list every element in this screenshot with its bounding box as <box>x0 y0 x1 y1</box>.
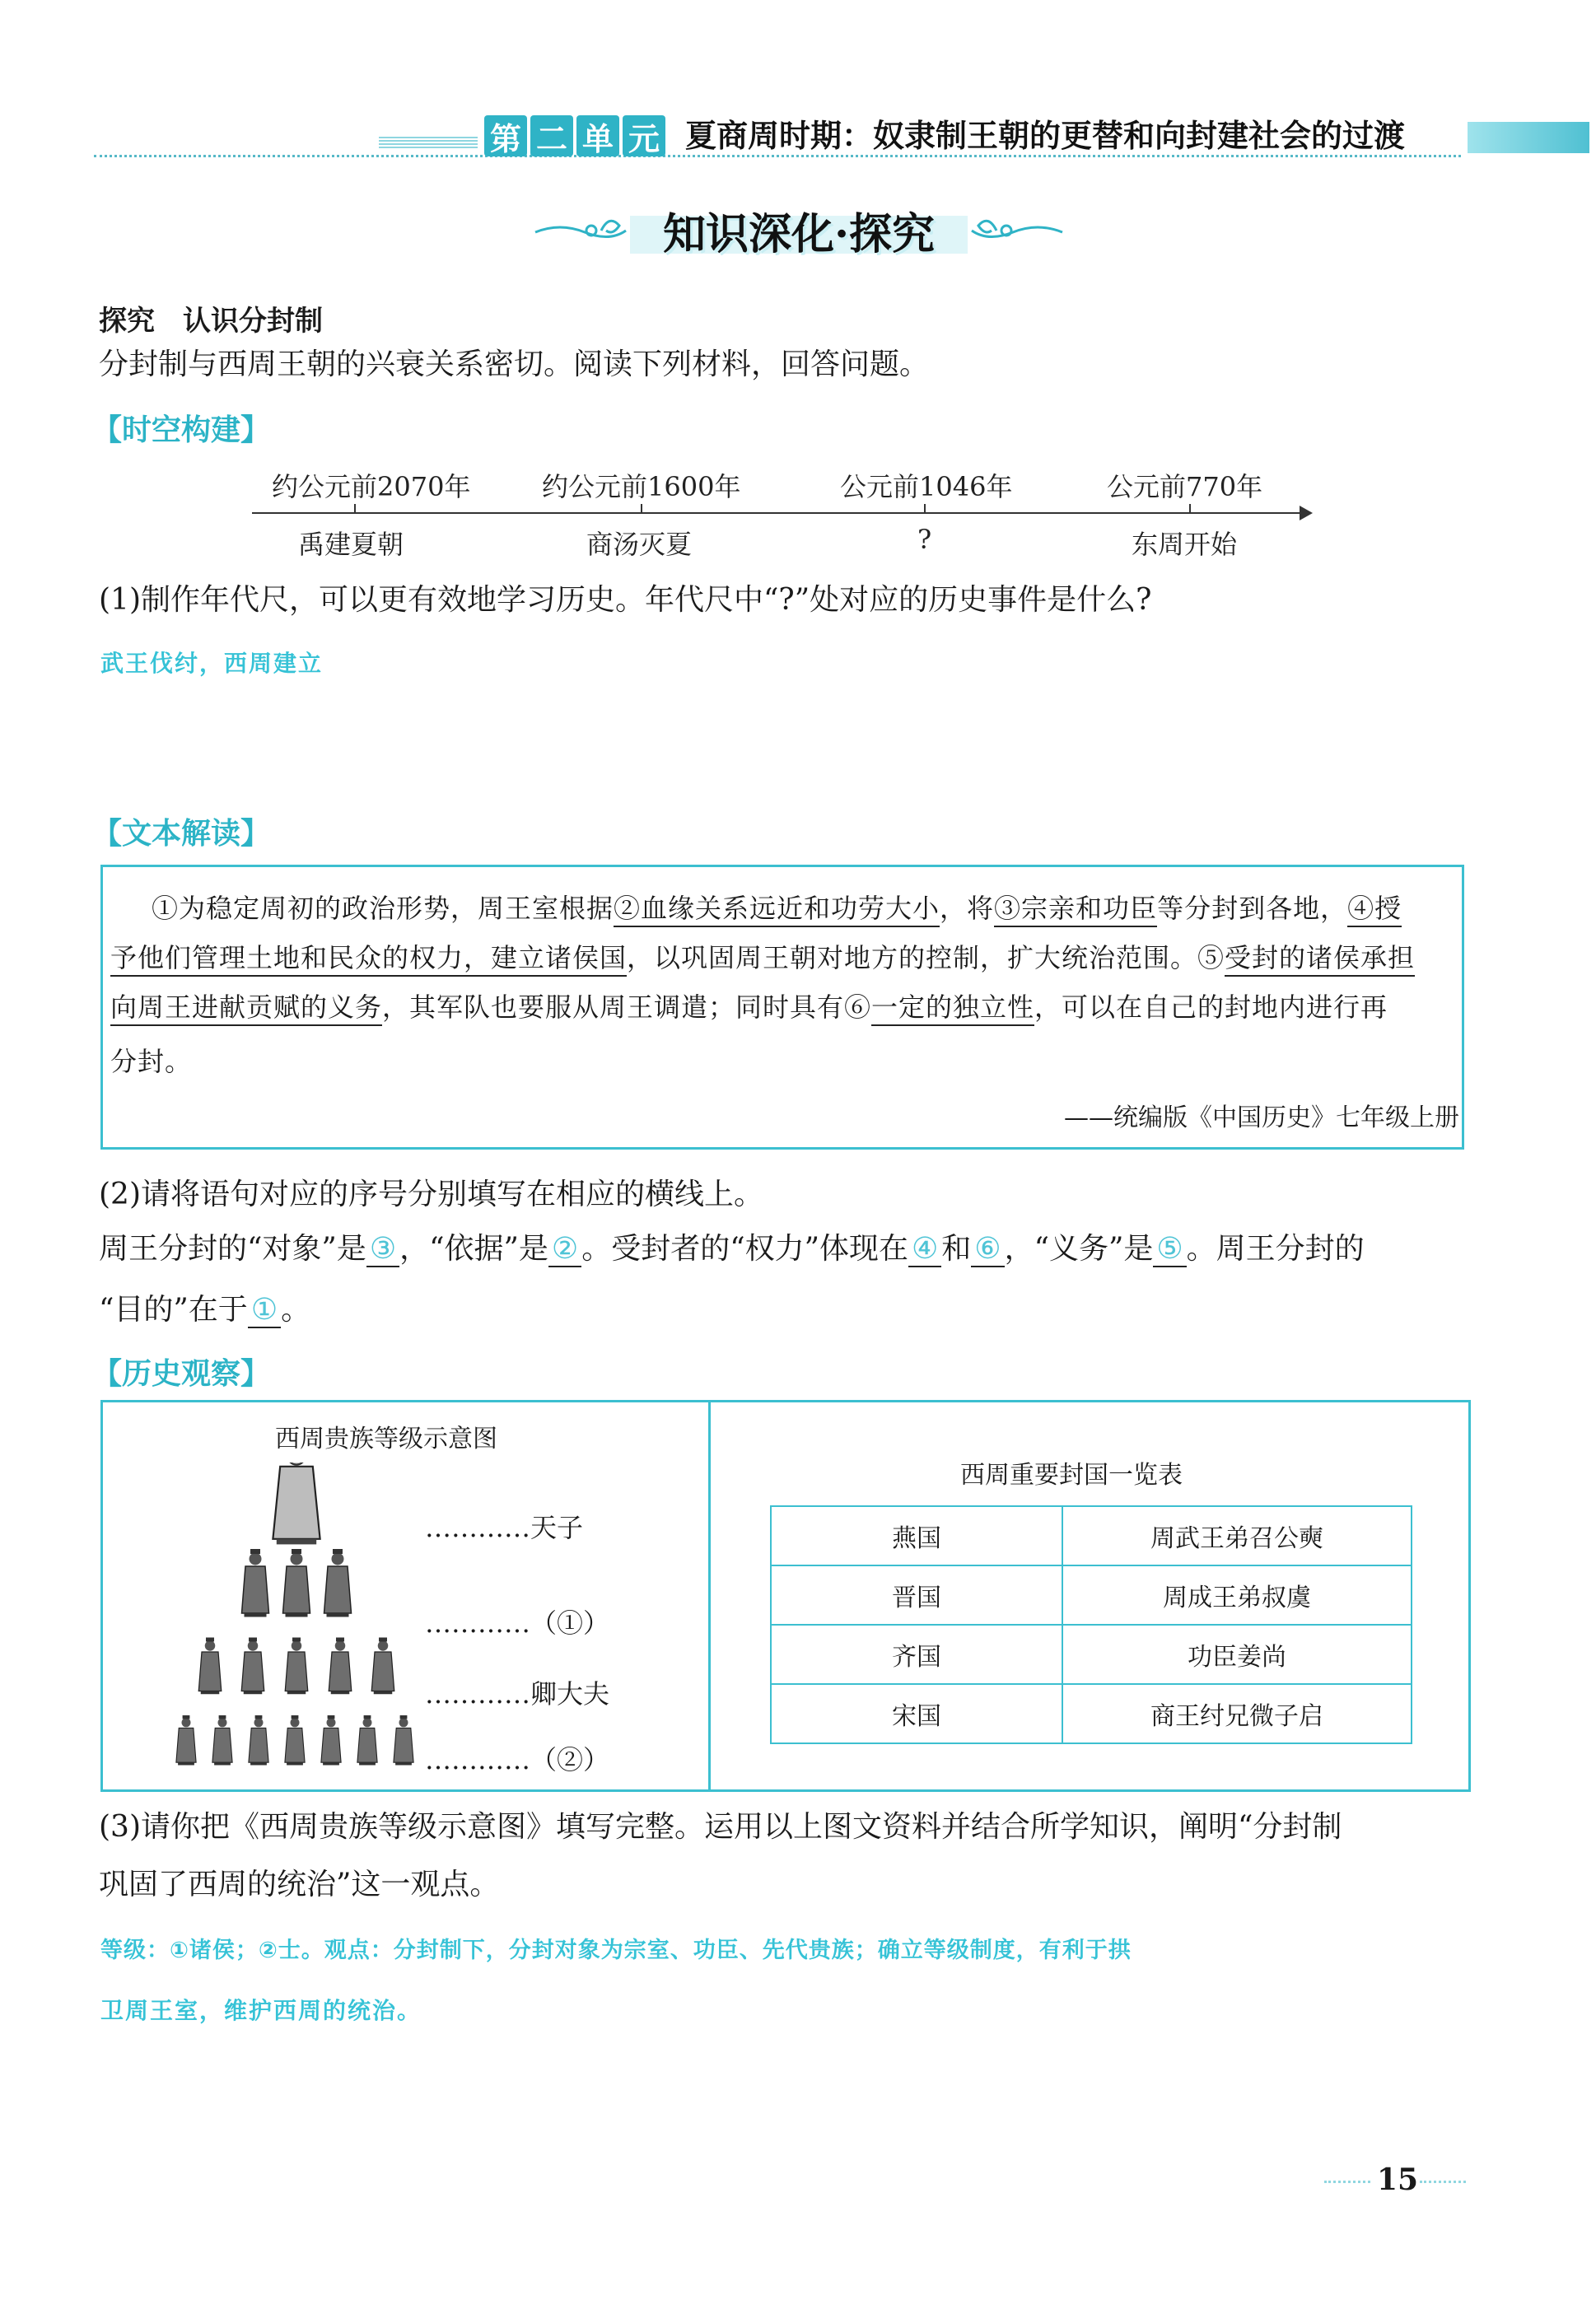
quote-text: ，以巩固周王朝对地方的控制，扩大统治范围。⑤ <box>627 942 1225 973</box>
fill-text: ，“依据”是 <box>399 1232 548 1266</box>
inquiry-label: 探究 <box>99 305 155 338</box>
unit-char: 第 <box>484 115 527 156</box>
timeline-date: 公元前770年 <box>1107 471 1263 502</box>
answer-1: 武王伐纣，西周建立 <box>100 650 324 677</box>
question-2-fill-line <box>99 1291 310 1329</box>
fill-text: ，“义务”是 <box>1004 1232 1154 1266</box>
table-row <box>771 1506 1412 1565</box>
table-cell: 燕国 <box>771 1506 1062 1565</box>
page-number: 15 <box>1377 2162 1419 2197</box>
question-1: (1)制作年代尺，可以更有效地学习历史。年代尺中“?”处对应的历史事件是什么? <box>99 583 1152 617</box>
quote-underlined: ③宗亲和功臣 <box>994 893 1157 927</box>
fill-text: 。受封者的“权力”体现在 <box>581 1232 908 1266</box>
fill-answer[interactable]: ⑥ <box>971 1232 1004 1267</box>
timeline-date: 公元前1046年 <box>840 471 1013 502</box>
table-cell: 周成王弟叔虞 <box>1062 1565 1412 1625</box>
tag-text: 【文本解读】 <box>92 817 271 851</box>
inquiry-title: 认识分封制 <box>183 305 323 338</box>
fill-text: 。周王分封的 <box>1186 1232 1365 1266</box>
fill-answer[interactable]: ① <box>248 1293 281 1328</box>
quote-source: ——统编版《中国历史》七年级上册 <box>1064 1103 1459 1132</box>
quote-text: ，其军队也要服从周王调遣；同时具有⑥ <box>382 991 872 1023</box>
quote-underlined: 受封的诸侯承担 <box>1225 942 1415 977</box>
rank-label: …………天子 <box>425 1512 584 1543</box>
table-cell: 宋国 <box>771 1684 1062 1743</box>
timeline-arrow-icon <box>1300 506 1313 520</box>
figure-divider <box>708 1400 711 1792</box>
page-number-decoration <box>1420 2181 1466 2183</box>
header-decoration-lines <box>379 137 478 150</box>
rank-label: …………（②） <box>425 1744 610 1775</box>
unit-char: 单 <box>576 115 619 156</box>
quote-line <box>152 888 1402 926</box>
nobility-pyramid-icon <box>165 1463 428 1784</box>
pyramid-title: 西周贵族等级示意图 <box>275 1425 497 1453</box>
quote-text: ，将 <box>940 893 995 924</box>
quote-text: 等分封到各地， <box>1157 893 1348 924</box>
table-cell: 周武王弟召公奭 <box>1062 1506 1412 1565</box>
inquiry-intro: 分封制与西周王朝的兴衰关系密切。阅读下列材料，回答问题。 <box>99 348 930 381</box>
fill-answer[interactable]: ② <box>548 1232 581 1267</box>
question-2-fill-line <box>99 1230 1365 1268</box>
timeline-tick <box>924 504 926 512</box>
timeline-date: 约公元前2070年 <box>272 471 471 502</box>
timeline-tick <box>1189 504 1191 512</box>
quote-line <box>110 937 1415 975</box>
unit-label <box>484 115 665 156</box>
question-2: (2)请将语句对应的序号分别填写在相应的横线上。 <box>99 1178 763 1211</box>
fill-answer[interactable]: ⑤ <box>1153 1232 1186 1267</box>
quote-underlined: ②血缘关系远近和功劳大小 <box>614 893 940 927</box>
timeline-event: 东周开始 <box>1132 529 1238 560</box>
answer-3-line: 等级：①诸侯；②士。观点：分封制下，分封对象为宗室、功臣、先代贵族；确立等级制度，有利于拱 <box>100 1938 1132 1963</box>
quote-underlined: ④授 <box>1347 893 1402 927</box>
table-row <box>771 1625 1412 1684</box>
table-title: 西周重要封国一览表 <box>960 1461 1183 1490</box>
timeline-event: ? <box>917 524 932 555</box>
tag-observe: 【历史观察】 <box>92 1357 271 1391</box>
unit-char: 二 <box>530 115 573 156</box>
fill-answer[interactable]: ③ <box>366 1232 399 1267</box>
fill-text: 周王分封的“对象”是 <box>99 1232 366 1266</box>
table-row <box>771 1684 1412 1743</box>
rank-label: …………卿大夫 <box>425 1678 610 1710</box>
quote-line <box>110 987 1388 1024</box>
table-cell: 商王纣兄微子启 <box>1062 1684 1412 1743</box>
fief-table <box>770 1505 1412 1744</box>
quote-underlined: 一定的独立性 <box>871 991 1034 1026</box>
table-row <box>771 1565 1412 1625</box>
fill-text: 。 <box>281 1293 311 1327</box>
quote-underlined: 予他们管理土地和民众的权力，建立诸侯国 <box>110 942 627 977</box>
header-accent-bar <box>1468 122 1589 153</box>
inquiry-heading <box>99 298 323 338</box>
page-number-decoration <box>1324 2181 1370 2183</box>
quote-text: ，可以在自己的封地内进行再 <box>1034 991 1388 1023</box>
timeline-axis <box>252 512 1303 514</box>
question-3-line: 巩固了西周的统治”这一观点。 <box>99 1868 500 1901</box>
timeline-event: 禹建夏朝 <box>298 529 404 560</box>
answer-3-line: 卫周王室，维护西周的统治。 <box>100 1997 422 2024</box>
fill-answer[interactable]: ④ <box>908 1232 941 1267</box>
timeline-event: 商汤灭夏 <box>586 529 693 560</box>
timeline-tick <box>641 504 642 512</box>
rank-label: …………（①） <box>425 1607 610 1639</box>
table-cell: 晋国 <box>771 1565 1062 1625</box>
unit-title: 夏商周时期：奴隶制王朝的更替和向封建社会的过渡 <box>685 118 1406 154</box>
section-title: 知识深化·探究 <box>662 209 936 259</box>
question-3-line: (3)请你把《西周贵族等级示意图》填写完整。运用以上图文资料并结合所学知识，阐明“分封制 <box>99 1810 1342 1844</box>
quote-line: 分封。 <box>110 1046 193 1077</box>
quote-text: ①为稳定周初的政治形势，周王室根据 <box>152 893 614 924</box>
tag-timeline: 【时空构建】 <box>92 413 271 447</box>
fill-text: 和 <box>941 1232 972 1266</box>
timeline-tick <box>354 504 356 512</box>
timeline-date: 约公元前1600年 <box>542 471 741 502</box>
fill-text: “目的”在于 <box>99 1293 248 1327</box>
table-cell: 功臣姜尚 <box>1062 1625 1412 1684</box>
quote-underlined: 向周王进献贡赋的义务 <box>110 991 382 1026</box>
unit-char: 元 <box>623 115 665 156</box>
table-cell: 齐国 <box>771 1625 1062 1684</box>
